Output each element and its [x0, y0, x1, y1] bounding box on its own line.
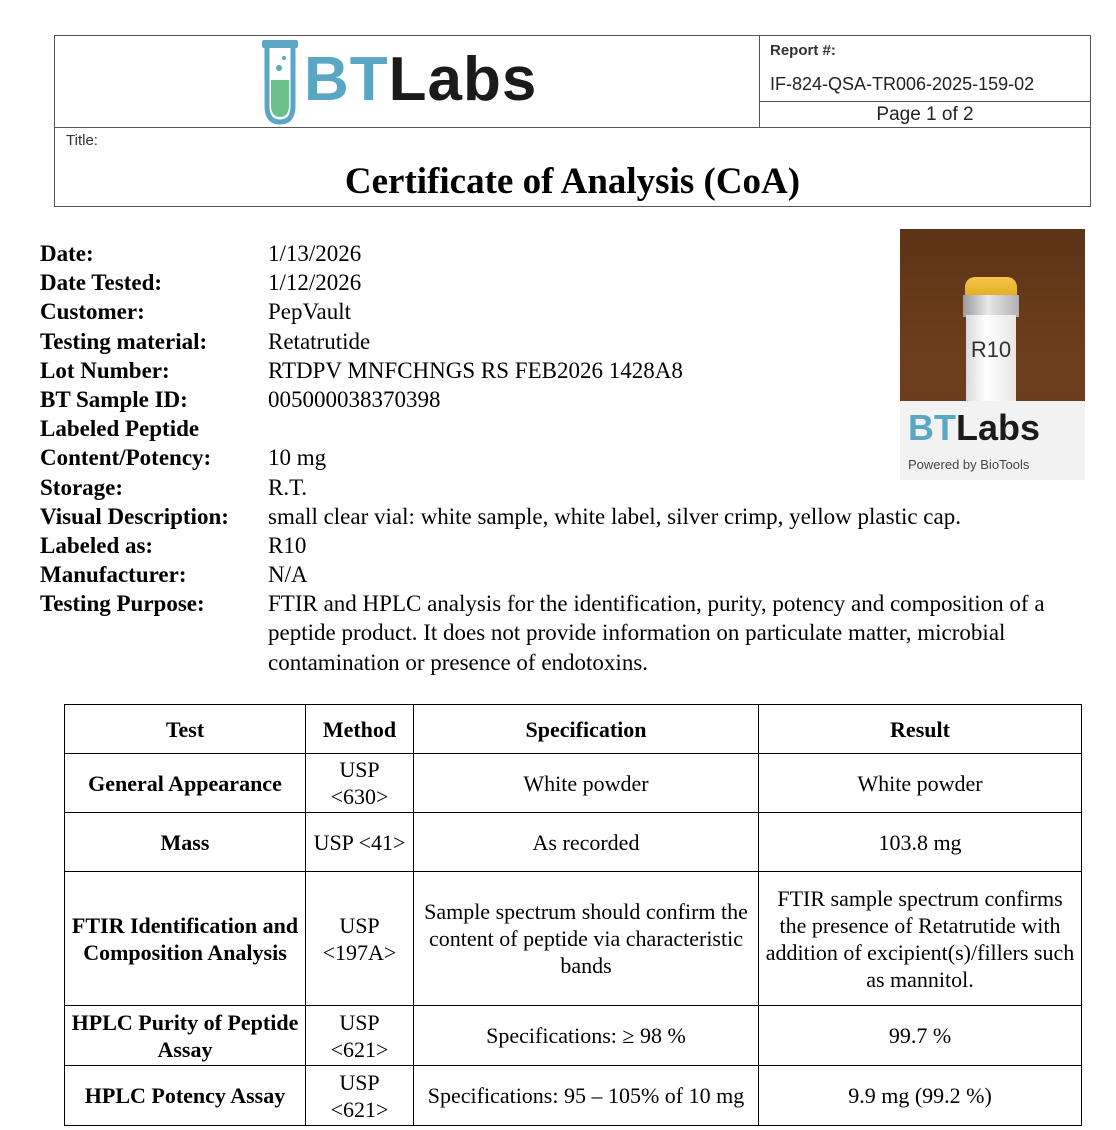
report-cell: [760, 36, 1090, 102]
table-header-row: [65, 705, 1082, 754]
cell-test: Mass: [65, 813, 306, 872]
table-row: [65, 754, 1082, 813]
cell-method: USP <621>: [306, 1006, 414, 1066]
logo-labs: Labs: [388, 45, 538, 114]
info-label: Visual Description:: [40, 503, 229, 529]
info-label: Lot Number:: [40, 357, 170, 383]
info-value: N/A: [268, 562, 308, 588]
vial-label: R10: [970, 337, 1012, 362]
info-label: Manufacturer:: [40, 562, 187, 588]
cell-result: White powder: [759, 754, 1082, 813]
vial-body: [966, 315, 1016, 415]
logo-bt: BT: [304, 45, 389, 114]
header-test: Test: [65, 705, 306, 754]
info-value: 10 mg: [268, 445, 327, 471]
info-label: Date Tested:: [40, 270, 163, 296]
cell-spec: Specifications: ≥ 98 %: [414, 1006, 759, 1066]
cell-test: FTIR Identification and Composition Analysis: [65, 872, 306, 1006]
info-label: BT Sample ID:: [40, 386, 188, 412]
cell-spec: White powder: [414, 754, 759, 813]
cell-result: 99.7 %: [759, 1006, 1082, 1066]
header-result: Result: [759, 705, 1082, 754]
cell-method: USP <621>: [306, 1066, 414, 1126]
photo-card-logo: [908, 407, 1040, 449]
photo-logo-labs: Labs: [956, 407, 1041, 448]
info-label: Date:: [40, 241, 94, 266]
photo-logo-bt: BT: [908, 407, 956, 448]
info-label: Testing material:: [40, 328, 208, 354]
info-value: FTIR and HPLC analysis for the identification, purity, potency and composition of a peptide product. It does not provide information on particulate matter, microbial contamination or presence of endotoxins.: [268, 591, 1045, 675]
info-label: Customer:: [40, 299, 145, 325]
document-title: Certificate of Analysis (CoA): [344, 161, 801, 202]
logo-cell: [55, 36, 760, 128]
header-method: Method: [306, 705, 414, 754]
info-value: Retatrutide: [268, 328, 371, 354]
cell-result: FTIR sample spectrum confirms the presence of Retatrutide with addition of excipient(s)/fillers such as mannitol.: [759, 872, 1082, 1006]
vial-crimp: [963, 295, 1019, 317]
info-value: R10: [268, 532, 307, 558]
table-row: [65, 813, 1082, 872]
photo-card-subtitle: Powered by BioTools: [908, 457, 1030, 472]
info-label: Labeled as:: [40, 532, 154, 558]
info-value: 005000038370398: [268, 386, 441, 412]
table-row: [65, 1066, 1082, 1126]
cell-test: General Appearance: [65, 754, 306, 813]
cell-result: 9.9 mg (99.2 %): [759, 1066, 1082, 1126]
report-number: IF-824-QSA-TR006-2025-159-02: [770, 74, 1035, 94]
info-value: small clear vial: white sample, white label, silver crimp, yellow plastic cap.: [268, 503, 961, 529]
cell-test: HPLC Potency Assay: [65, 1066, 306, 1126]
page-indicator: Page 1 of 2: [760, 102, 1090, 128]
info-label: Storage:: [40, 474, 124, 500]
table-row: [65, 1006, 1082, 1066]
info-value: R.T.: [268, 474, 308, 500]
table-row: [65, 872, 1082, 1006]
header-box: [54, 35, 1091, 207]
info-label: Content/Potency:: [40, 445, 212, 471]
cell-method: USP <41>: [306, 813, 414, 872]
info-value: PepVault: [268, 299, 352, 325]
photo-logo-card: [900, 401, 1085, 480]
cell-spec: Specifications: 95 – 105% of 10 mg: [414, 1066, 759, 1126]
info-value: RTDPV MNFCHNGS RS FEB2026 1428A8: [268, 357, 683, 383]
logo-wordmark: [304, 44, 537, 115]
cell-spec: Sample spectrum should confirm the content of peptide via characteristic bands: [414, 872, 759, 1006]
info-value: 1/13/2026: [268, 241, 362, 266]
results-table: [64, 704, 1082, 1126]
title-label: Title:: [66, 132, 98, 149]
report-label: Report #:: [770, 42, 836, 59]
cell-test: HPLC Purity of Peptide Assay: [65, 1006, 306, 1066]
cell-spec: As recorded: [414, 813, 759, 872]
info-label: Testing Purpose:: [40, 591, 205, 617]
cell-result: 103.8 mg: [759, 813, 1082, 872]
cell-method: USP <630>: [306, 754, 414, 813]
info-value: 1/12/2026: [268, 270, 362, 296]
header-specification: Specification: [414, 705, 759, 754]
test-tube-icon: [260, 40, 300, 126]
info-label: Labeled Peptide: [40, 416, 200, 442]
sample-photo: [900, 229, 1085, 480]
cell-method: USP <197A>: [306, 872, 414, 1006]
